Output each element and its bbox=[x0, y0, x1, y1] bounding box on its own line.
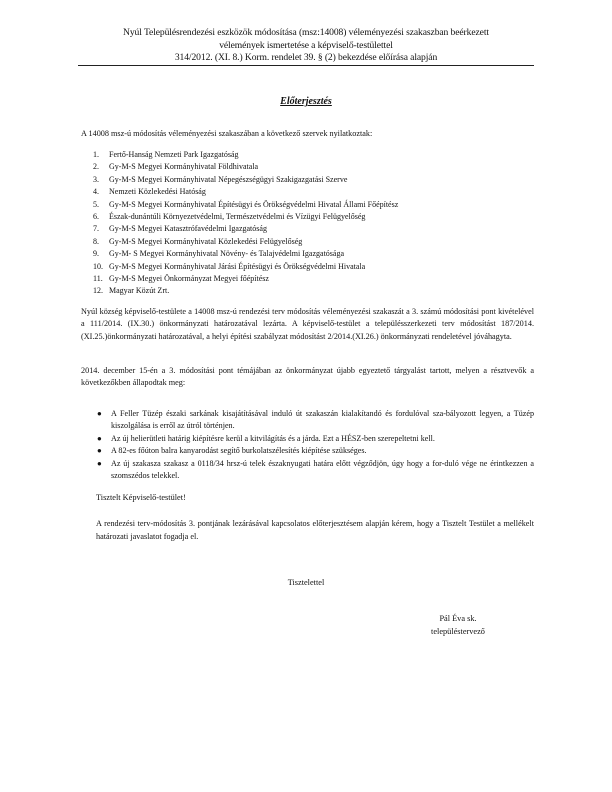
paragraph-resolution: Nyúl község képviselő-testülete a 14008 msz-ú rendezési terv módosítás véleményezési szakaszát a 3. számú módosítási pont kivételével a 111/2014. (IX.30.) önkormányzati határozatával lezárta. A képviselő-testület a településszerkezeti terv módosítást 187/2014.(XI.25.)önkormányzati határozatával, a helyi építési szabályzat módosítást 2/2014.(XI.26.) önkormányzati rendeletével jóváhagyta. bbox=[81, 307, 534, 341]
list-item: ● A 82-es főúton balra kanyarodást segítő burkolatszélesítés kiépítése szükséges. bbox=[97, 445, 534, 457]
signature-block bbox=[398, 613, 518, 638]
list-item: ● A Feller Tüzép északi sarkának kisajátításával induló út szakaszán kialakítandó és fordulóval sza-bályozott legyen, a Tüzép kiszolgálása is erről az útról történjen. bbox=[97, 409, 534, 431]
list-item: 3. Gy-M-S Megyei Kormányhivatal Népegészségügyi Szakigazgatási Szerve bbox=[93, 174, 348, 184]
list-item: 10. Gy-M-S Megyei Kormányhivatal Járási Építésügyi és Örökségvédelmi Hivatala bbox=[93, 261, 366, 271]
bullet-icon: ● bbox=[97, 409, 102, 418]
list-item: 9. Gy-M- S Megyei Kormányhivatal Növény- és Talajvédelmi Igazgatósága bbox=[93, 249, 344, 259]
paragraph-request: A rendezési terv-módosítás 3. pontjának lezárásával kapcsolatos előterjesztésem alapján kérem, hogy a Tisztelt Testület a mellékelt határozati javaslatot fogadja el. bbox=[96, 519, 534, 541]
list-item: 2. Gy-M-S Megyei Kormányhivatal Földhivatala bbox=[93, 162, 259, 172]
header-line-3: 314/2012. (XI. 8.) Korm. rendelet 39. § (2) bekezdése előírása alapján bbox=[174, 52, 438, 63]
list-item: 1. Fertő-Hanság Nemzeti Park Igazgatóság bbox=[93, 150, 239, 159]
bullet-icon: ● bbox=[97, 458, 102, 468]
agreement-bullet-list bbox=[97, 408, 534, 482]
list-item: ● Az új szakasza szakasz a 0118/34 hrsz-ú telek északnyugati határa előtt végződjön, úgy hogy a for-duló vége ne érintkezzen a szomszédos telekkel. bbox=[97, 458, 534, 481]
document-title: Előterjesztés bbox=[280, 96, 332, 107]
list-item: ● Az új helierütleti határig kiépítésre kerül a kitvilágítás és a járda. Ezt a HÉSZ-ben szerepeltetni kell. bbox=[97, 433, 534, 445]
header-line-1: Nyúl Településrendezési eszközök módosítása (msz:14008) véleményezési szakaszban beérkezett bbox=[123, 27, 489, 38]
list-item: 5. Gy-M-S Megyei Kormányhivatal Építésügyi és Örökségvédelmi Hivatal Állami Főépítész bbox=[93, 199, 399, 209]
list-item: 7. Gy-M-S Megyei Katasztrófavédelmi Igazgatóság bbox=[93, 224, 267, 234]
document-header bbox=[78, 27, 534, 65]
closing: Tisztelettel bbox=[287, 578, 325, 587]
list-item: 6. Észak-dunántúli Környezetvédelmi, Természetvédelmi és Vízügyi Felügyelőség bbox=[93, 212, 366, 222]
list-item: 12. Magyar Közút Zrt. bbox=[93, 286, 170, 296]
organization-list bbox=[93, 149, 533, 298]
signature-name: Pál Éva sk. bbox=[439, 614, 477, 623]
header-line-2: vélemények ismertetése a képviselő-testülettel bbox=[219, 39, 393, 51]
header-divider bbox=[78, 65, 534, 66]
signature-role: településtervező bbox=[431, 626, 485, 636]
paragraph-meeting: 2014. december 15-én a 3. módosítási pont témájában az önkormányzat újabb egyeztető tárgyalást tartott, melyen a résztvevők a következőkben állapodtak meg: bbox=[81, 366, 534, 388]
intro-text: A 14008 msz-ú módosítás véleményezési szakaszában a következő szervek nyilatkoztak: bbox=[81, 129, 373, 138]
list-item: 8. Gy-M-S Megyei Kormányhivatal Közlekedési Felügyelőség bbox=[93, 236, 303, 246]
list-item: 4. Nemzeti Közlekedési Hatóság bbox=[93, 187, 206, 197]
list-item: 11. Gy-M-S Megyei Önkormányzat Megyei főépítész bbox=[93, 274, 269, 284]
bullet-icon: ● bbox=[97, 446, 102, 456]
bullet-icon: ● bbox=[97, 433, 102, 443]
greeting: Tisztelt Képviselő-testület! bbox=[96, 493, 186, 502]
